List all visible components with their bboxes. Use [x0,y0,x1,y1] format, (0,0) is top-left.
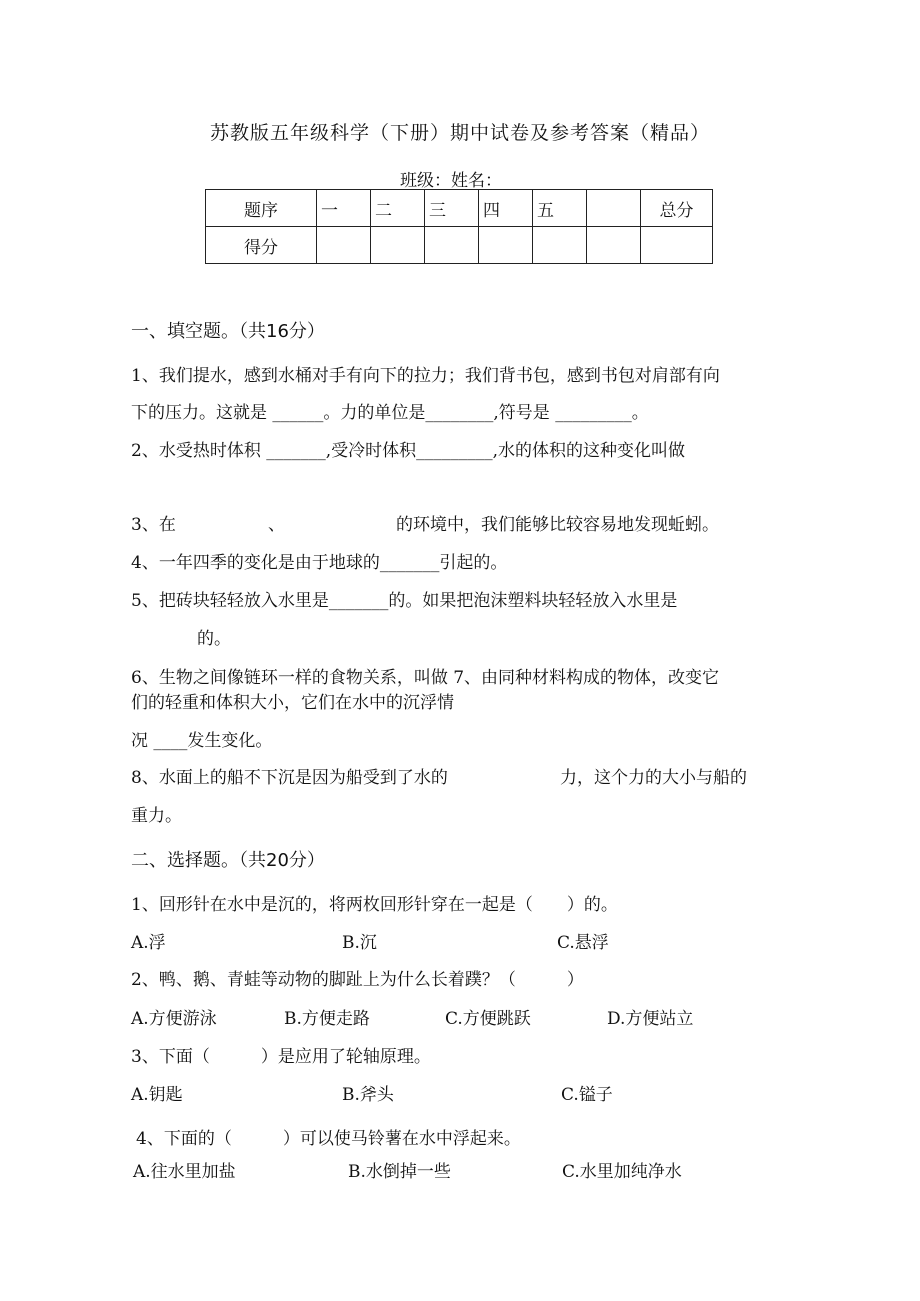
page-title: 苏教版五年级科学（下册）期中试卷及参考答案（精品） [209,122,710,144]
section-heading-fill-blank: 一、填空题。（共16分） [131,321,325,342]
table-cell: 题序 [244,200,278,221]
table-cell: 一 [321,200,338,221]
question-line: 的。 [197,629,231,649]
option-c[interactable]: C.水里加纯净水 [562,1162,682,1182]
question-line: 3、在 [131,515,176,535]
table-cell: 五 [537,200,554,221]
question-line: 2、水受热时体积 _______,受冷时体积_________,水的体积的这种变化叫做 [131,441,686,461]
question-stem: 1、回形针在水中是沉的，将两枚回形针穿在一起是（ ）的。 [131,895,618,915]
table-cell: 总分 [659,200,694,221]
question-line: 重力。 [131,806,182,826]
option-d[interactable]: D.方便站立 [607,1009,694,1029]
question-line-fragment: 的环境中，我们能够比较容易地发现蚯蚓。 [396,515,719,535]
question-line: 况 ____发生变化。 [131,731,273,751]
question-line-fragment: 、 [268,515,285,535]
option-c[interactable]: C.悬浮 [557,933,609,953]
question-line: 4、一年四季的变化是由于地球的_______引起的。 [131,553,508,573]
option-c[interactable]: C.方便跳跃 [445,1009,531,1029]
score-table [205,189,713,264]
option-a[interactable]: A.钥匙 [131,1085,183,1105]
option-b[interactable]: B.水倒掉一些 [348,1162,451,1182]
question-stem: 4、下面的（ ）可以使马铃薯在水中浮起来。 [136,1129,521,1149]
option-b[interactable]: B.斧头 [342,1085,394,1105]
question-line: 们的轻重和体积大小，它们在水中的沉浮情 [131,693,454,713]
question-line: 5、把砖块轻轻放入水里是_______的。如果把泡沫塑料块轻轻放入水里是 [131,591,678,611]
question-stem: 2、鸭、鹅、青蛙等动物的脚趾上为什么长着蹼？（ ） [131,970,584,990]
section-heading-choice: 二、选择题。（共20分） [131,850,325,871]
option-a[interactable]: A.方便游泳 [131,1009,217,1029]
score-table-score-row [206,227,713,264]
question-line-fragment: 力，这个力的大小与船的 [560,768,747,788]
option-a[interactable]: A.往水里加盐 [133,1162,236,1182]
question-line: 下的压力。这就是 ______。力的单位是________,符号是 _________。 [131,403,649,423]
option-a[interactable]: A.浮 [131,933,166,953]
question-line: 6、生物之间像链环一样的食物关系，叫做 7、由同种材料构成的物体，改变它 [131,668,720,688]
class-name-line: 班级：姓名： [400,171,502,191]
option-c[interactable]: C.镒子 [561,1085,613,1105]
table-cell: 三 [429,200,446,221]
option-b[interactable]: B.沉 [342,933,377,953]
table-cell: 四 [483,200,500,221]
table-cell: 得分 [244,237,278,258]
option-b[interactable]: B.方便走路 [284,1009,370,1029]
question-line: 8、水面上的船不下沉是因为船受到了水的 [131,768,448,788]
question-line: 1、我们提水，感到水桶对手有向下的拉力；我们背书包，感到书包对肩部有向 [131,366,720,386]
table-cell: 二 [375,200,392,221]
question-stem: 3、下面（ ）是应用了轮轴原理。 [131,1047,431,1067]
score-table-header-row [206,190,713,227]
